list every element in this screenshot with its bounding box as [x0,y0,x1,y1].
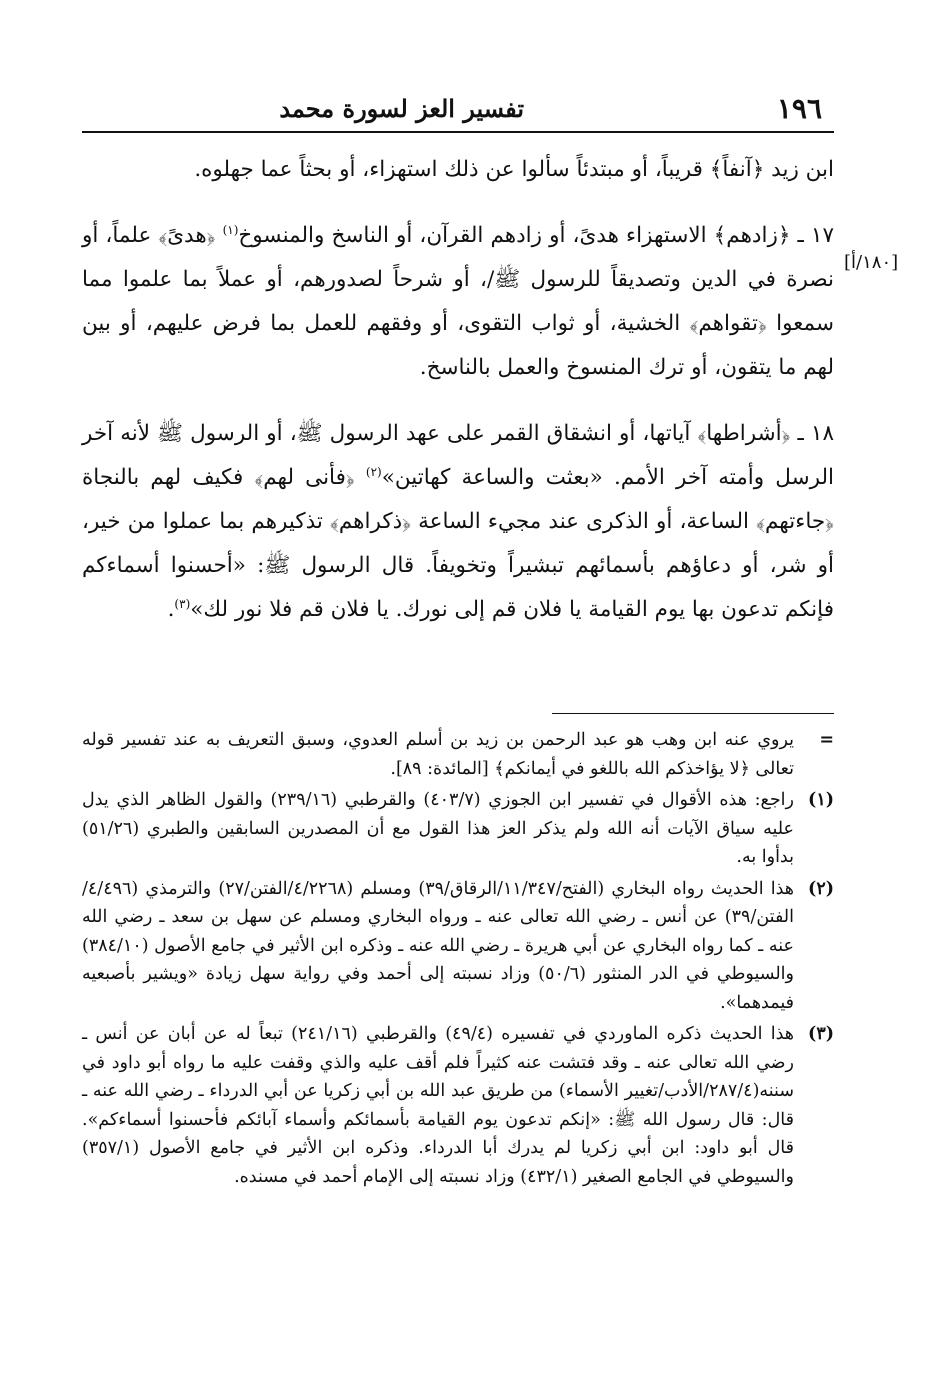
footnote-ref-1[interactable]: (١) [222,222,239,237]
footnote-1 [82,786,834,872]
paragraph-18-rest: ﴿فأنى لهم﴾ فكيف لهم بالنجاة ﴿جاءتهم﴾ الساعة، أو الذكرى عند مجيء الساعة ﴿ذكراهم﴾ تذكيرهم بما عملوا من خير، أو شر، أو دعاؤهم بأسمائهم تبشيراً وتخويفاً. قال الرسول ﷺ: «أحسنوا أسماءكم فإنكم تدعون بها يوم القيامة يا فلان قم إلى نورك. يا فلان قم فلا نور لك» [82,465,834,622]
footnote-separator [552,713,834,714]
footnote-continuation [82,726,834,783]
page-number: ١٩٦ [776,92,822,125]
footnote-ref-2[interactable]: (٢) [365,464,382,479]
running-title: تفسير العز لسورة محمد [279,94,524,123]
footnote-text: يروي عنه ابن وهب هو عبد الرحمن بن زيد بن أسلم العدوي، وسبق التعريف به عند تفسير قوله تعالى ﴿لا يؤاخذكم الله باللغو في أيمانكم﴾ [المائدة: ٨٩]. [82,730,795,779]
paragraph-18 [82,412,834,632]
footnote-marker: = [819,730,834,750]
main-text [82,148,834,632]
footnote-text: هذا الحديث ذكره الماوردي في تفسيره (٤٩/٤) والقرطبي (٢٤١/١٦) تبعاً له عن أبان عن أنس ـ رضي الله تعالى عنه ـ وقد فتشت عنه كثيراً فلم أقف عليه والذي وقفت عليه ما رواه أبو داود في سننه(٢٨٧/٤/الأدب/تغيير الأسماء) من طريق عبد الله بن أبي زكريا عن أبي الدرداء ـ رضي الله عنه ـ قال: قال رسول الله ﷺ: «إنكم تدعون يوم القيامة بأسمائكم وأسماء آبائكم فأحسنوا أسماءكم». قال أبو داود: ابن أبي زكريا لم يدرك أبا الدرداء. وذكره ابن الأثير في جامع الأصول (٣٥٧/١) والسيوطي في الجامع الصغير (٤٣٢/١) وزاد نسبته إلى الإمام أحمد في مسنده. [82,1024,794,1187]
margin-folio-note: [١٨٠/أ] [844,252,899,273]
paragraph-17-start: ١٧ ـ ﴿زادهم﴾ الاستهزاء هدىً، أو زادهم القرآن، أو الناسخ والمنسوخ [238,223,834,248]
footnote-text: هذا الحديث رواه البخاري (الفتح/١١/٣٤٧/الرقاق/٣٩) ومسلم (٤/٢٢٦٨/الفتن/٢٧) والترمذي (٤/٤٩٦/الفتن/٣٩) عن أنس ـ رضي الله تعالى عنه ـ ورواه البخاري ومسلم عن سهل بن سعد ـ رضي الله عنه ـ كما رواه البخاري عن أبي هريرة ـ رضي الله عنه ـ وذكره ابن الأثير في جامع الأصول (٣٨٤/١٠) والسيوطي في الدر المنثور (٥٠/٦) وزاد نسبته إلى أحمد وفي رواية سهل زيادة «ويشير بأصبعيه فيمدهما». [82,878,794,1013]
paragraph-18-start: ١٨ ـ ﴿أشراطها﴾ آياتها، أو انشقاق القمر على عهد الرسول ﷺ، أو الرسول ﷺ لأنه آخر الرسل وأمته آخر الأمم. «بعثت والساعة كهاتين» [82,421,834,490]
footnotes [82,726,834,1194]
paragraph-18-end: . [167,597,175,622]
paragraph-17-rest: ﴿هدىً﴾ علماً، أو نصرة في الدين وتصديقاً للرسول ﷺ/، أو شرحاً لصدورهم، أو عملاً بما علموا مما سمعوا ﴿تقواهم﴾ الخشية، أو ثواب التقوى، أو وفقهم للعمل بما فرض عليهم، أو بين لهم ما يتقون، أو ترك المنسوخ والعمل بالناسخ. [82,223,834,380]
footnote-text: راجع: هذه الأقوال في تفسير ابن الجوزي (٤٠٣/٧) والقرطبي (٢٣٩/١٦) والقول الظاهر الذي يدل عليه سياق الآيات أنه الله ولم يذكر العز هذا القول مع أن المصدرين السابقين والطبري (٥١/٢٦) بدأوا به. [82,790,794,867]
footnote-marker: (٢) [808,878,834,899]
footnote-ref-3[interactable]: (٣) [174,596,191,611]
footnote-marker: (١) [808,790,834,810]
intro-line: ابن زيد ﴿آنفاً﴾ قريباً، أو مبتدئاً سألوا عن ذلك استهزاء، أو بحثاً عما جهلوه. [194,157,834,182]
footnote-2 [82,875,834,1018]
footnote-marker: (٣) [808,1024,834,1044]
page-header [82,92,852,128]
footnote-3 [82,1020,834,1191]
paragraph-17 [82,214,834,390]
header-rule [82,131,834,133]
